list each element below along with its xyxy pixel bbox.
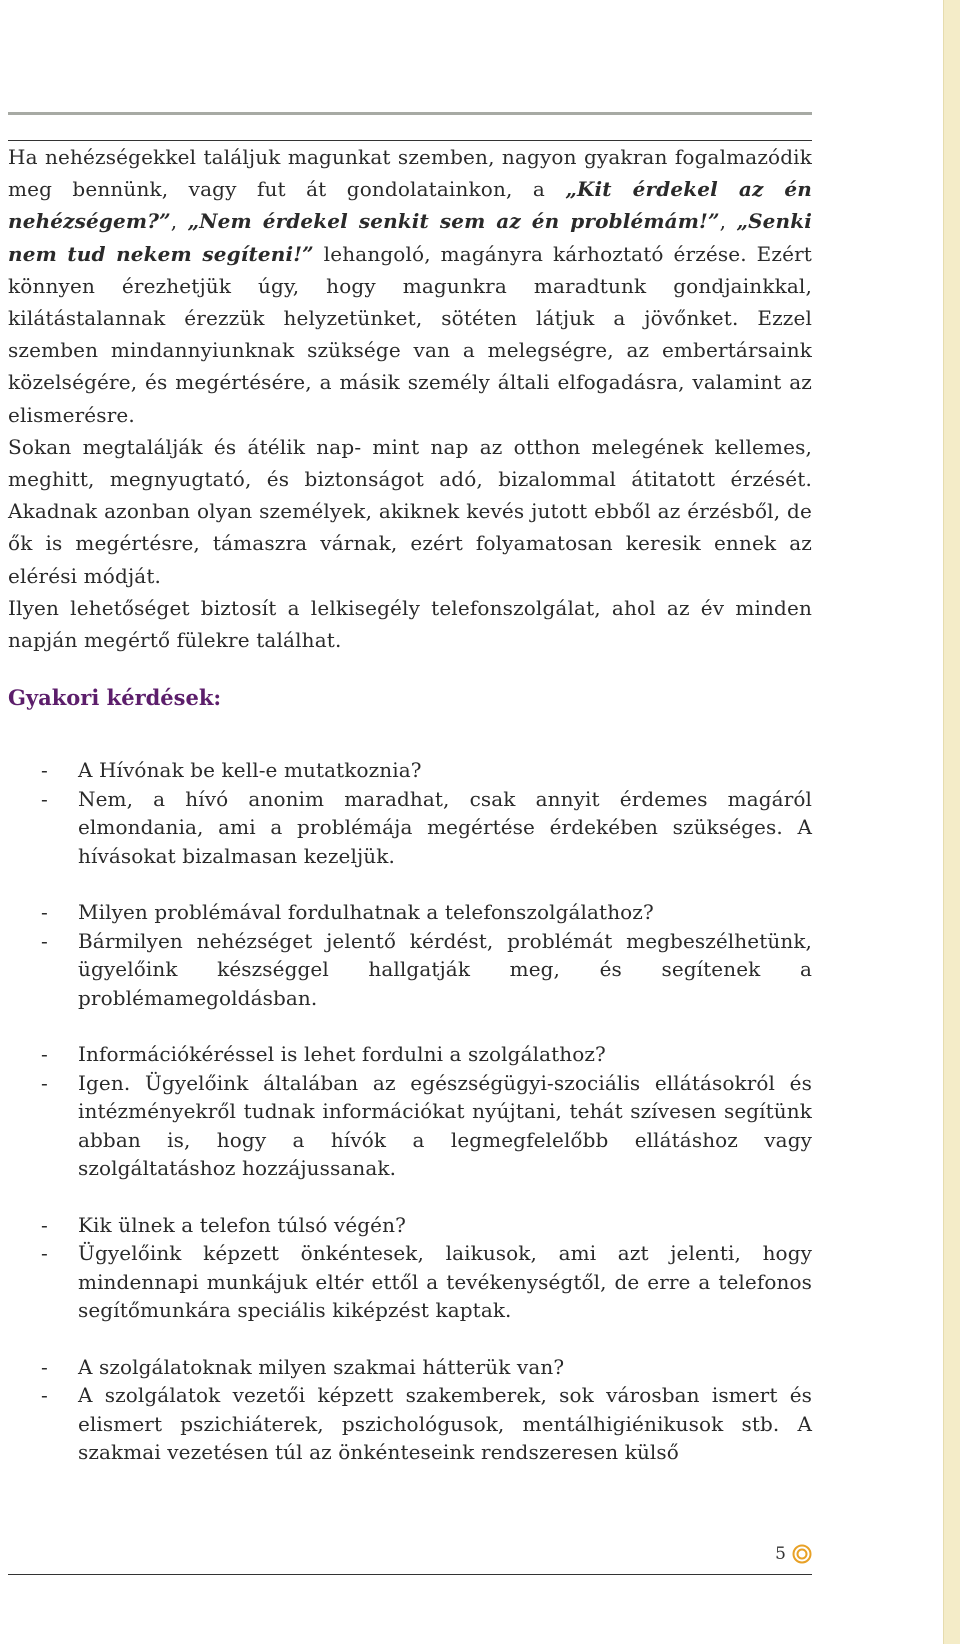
intro-paragraph (8, 141, 812, 431)
faq-answer (8, 1381, 812, 1467)
quote-separator-2: , (719, 209, 737, 234)
list-dash: - (41, 1042, 48, 1067)
faq-answer-text: Nem, a hívó anonim maradhat, csak annyit érdemes magáról elmondania, ami a problémája megértése érdekében szükséges. A hívásokat bizalmasan kezeljük. (78, 786, 812, 868)
faq-answer-text: Bármilyen nehézséget jelentő kérdést, problémát megbeszélhetünk, ügyelőink készséggel hallgatják meg, és segítenek a problémamegoldásban. (78, 928, 812, 1010)
faq-question-text: Milyen problémával fordulhatnak a telefonszolgálathoz? (78, 900, 654, 925)
faq-question-text: A szolgálatoknak milyen szakmai hátterük van? (78, 1354, 565, 1379)
faq-question-text: A Hívónak be kell-e mutatkoznia? (78, 758, 422, 783)
list-dash: - (41, 758, 48, 783)
faq-question-text: Kik ülnek a telefon túlsó végén? (78, 1212, 406, 1237)
quote-3: „Senki nem tud nekem segíteni!” (8, 209, 813, 266)
list-dash: - (41, 1212, 48, 1237)
faq-question-text: Információkéréssel is lehet fordulni a szolgálathoz? (78, 1042, 606, 1067)
quote-1: „Kit érdekel az én nehézségem?” (8, 177, 812, 234)
intro-text-start: Ha nehézségekkel találjuk magunkat szemben, nagyon gyakran fogalmazódik meg bennünk, vagy fut át gondolatainkon, a (8, 145, 812, 202)
page-content (8, 141, 812, 1495)
list-dash: - (41, 1070, 48, 1095)
page-number: 5 (775, 1544, 786, 1564)
list-dash: - (41, 1383, 48, 1408)
footer-rule (8, 1574, 812, 1575)
faq-heading: Gyakori kérdések: (8, 685, 222, 711)
faq-answer (8, 927, 812, 1013)
list-dash: - (41, 928, 48, 953)
page-footer (775, 1544, 812, 1564)
faq-item-3 (8, 1040, 812, 1183)
list-dash: - (41, 1241, 48, 1266)
faq-item-1 (8, 756, 812, 870)
list-dash: - (41, 900, 48, 925)
faq-answer (8, 1239, 812, 1325)
faq-question (8, 898, 812, 927)
faq-question (8, 756, 812, 785)
quote-separator-1: , (170, 209, 188, 234)
faq-list (8, 756, 812, 1467)
faq-question (8, 1353, 812, 1382)
faq-answer-text: Ügyelőink képzett önkéntesek, laikusok, ami azt jelenti, hogy mindennapi munkájuk eltér ettől a tevékenységtől, de erre a telefonos segítőmunkára speciális kiképzést kaptak. (78, 1241, 812, 1323)
faq-question (8, 1040, 812, 1069)
page-edge-band (943, 0, 960, 1644)
list-dash: - (41, 786, 48, 811)
list-dash: - (41, 1354, 48, 1379)
intro-text-end: lehangoló, magányra kárhoztató érzése. Ezért könnyen érezhetjük úgy, hogy magunkra maradtunk gondjainkkal, kilátástalannak érezzük helyzetünket, sötéten látjuk a jövőnket. Ezzel szemben mindannyiunknak szüksége van a melegségre, az embertársaink közelségére, és megértésére, a másik személy általi elfogadásra, valamint az elismerésre. (8, 241, 812, 427)
paragraph-2: Sokan megtalálják és átélik nap- mint nap az otthon melegének kellemes, meghitt, megnyugtató, és biztonságot adó, bizalommal átitatott érzését. Akadnak azonban olyan személyek, akiknek kevés jutott ebből az érzésből, de ők is megértésre, támaszra várnak, ezért folyamatosan keresik ennek az elérési módját. (8, 434, 812, 588)
faq-answer-text: Igen. Ügyelőink általában az egészségügyi-szociális ellátásokról és intézményekről tudnak információkat nyújtani, tehát szívesen segítünk abban is, hogy a hívók a legmegfelelőbb ellátáshoz vagy szolgáltatáshoz hozzájussanak. (78, 1070, 812, 1181)
faq-item-2 (8, 898, 812, 1012)
faq-answer (8, 785, 812, 871)
header-rule-gray (8, 112, 812, 115)
faq-answer-text: A szolgálatok vezetői képzett szakemberek, sok városban ismert és elismert pszichiáterek, pszichológusok, mentálhigiénikusok stb. A szakmai vezetésen túl az önkénteseink rendszeresen külső (78, 1383, 812, 1465)
quote-2: „Nem érdekel senkit sem az én problémám!” (187, 209, 720, 234)
paragraph-3: Ilyen lehetőséget biztosít a lelkisegély telefonszolgálat, ahol az év minden napján megértő fülekre találhat. (8, 595, 812, 653)
faq-item-4 (8, 1211, 812, 1325)
faq-item-5 (8, 1353, 812, 1467)
target-circle-icon (792, 1544, 812, 1564)
faq-answer (8, 1069, 812, 1183)
faq-question (8, 1211, 812, 1240)
